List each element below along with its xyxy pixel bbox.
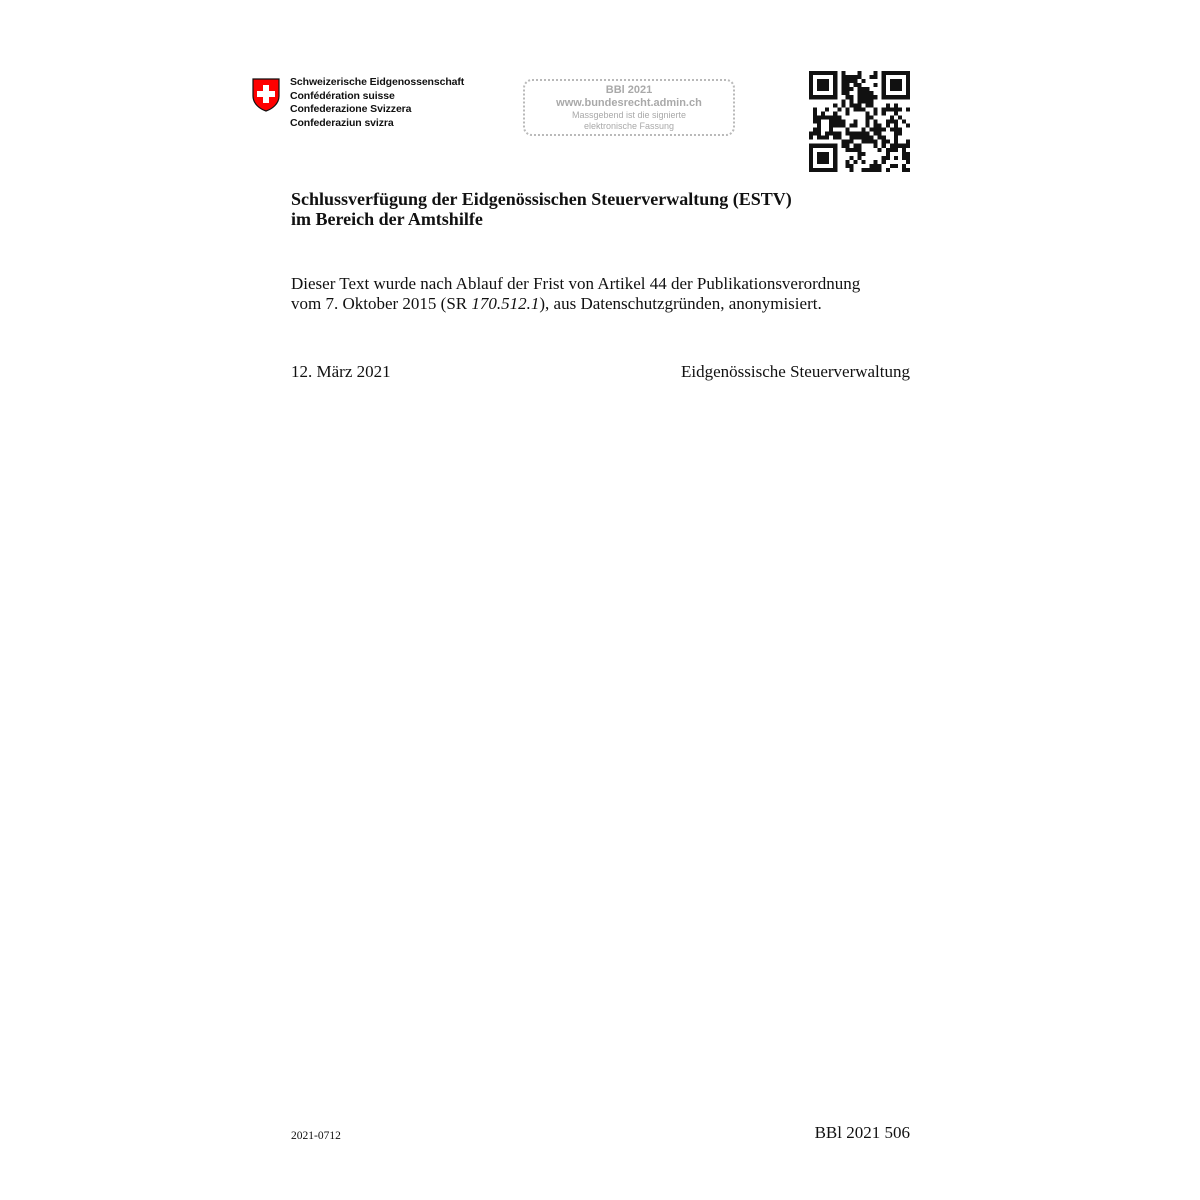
publication-stamp <box>523 79 735 136</box>
title-line-1: Schlussverfügung der Eidgenössischen Steuerverwaltung (ESTV) <box>291 189 792 209</box>
stamp-line-4: elektronische Fassung <box>583 121 675 131</box>
document-date: 12. März 2021 <box>291 362 391 381</box>
issuing-authority: Eidgenössische Steuerverwaltung <box>681 362 910 381</box>
stamp-line-1: BBl 2021 <box>605 84 653 96</box>
federation-name-de: Schweizerische Eidgenossenschaft <box>290 76 465 88</box>
qr-code-icon <box>809 71 910 172</box>
body-line-1: Dieser Text wurde nach Ablauf der Frist von Artikel 44 der Publikationsverordnung <box>291 274 861 293</box>
federation-name-rm: Confederaziun svizra <box>290 116 394 129</box>
body-line-2-start: vom 7. Oktober 2015 (SR <box>291 294 472 313</box>
footer-code: 2021-0712 <box>291 1130 341 1142</box>
federal-logo <box>252 76 464 130</box>
document-body <box>291 274 921 314</box>
federation-names <box>290 76 464 130</box>
federation-name-it: Confederazione Svizzera <box>290 103 412 115</box>
title-line-2: im Bereich der Amtshilfe <box>291 209 483 229</box>
stamp-line-3: Massgebend ist die signierte <box>571 110 687 120</box>
body-line-2 <box>291 294 921 314</box>
sr-reference: 170.512.1 <box>471 294 540 313</box>
footer-reference: BBl 2021 506 <box>814 1123 910 1142</box>
document-title <box>291 189 931 229</box>
stamp-line-2: www.bundesrecht.admin.ch <box>556 97 702 109</box>
body-line-2-end: ), aus Datenschutzgründen, anonymisiert. <box>539 294 822 313</box>
swiss-shield-icon <box>252 78 280 112</box>
federation-name-fr: Confédération suisse <box>290 89 395 102</box>
